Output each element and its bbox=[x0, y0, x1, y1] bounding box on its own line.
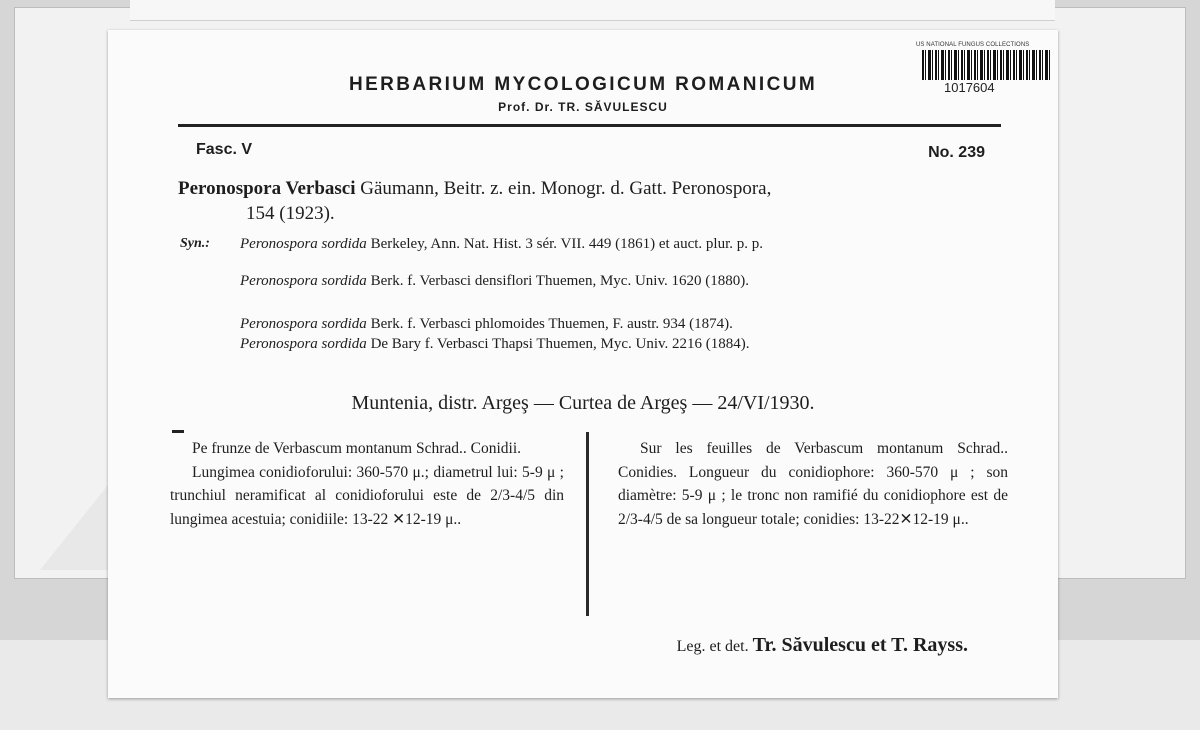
synonym-item bbox=[240, 336, 1010, 353]
mark bbox=[172, 430, 184, 433]
leg-det-prefix: Leg. et det. bbox=[676, 638, 749, 655]
synonym-rest: Berk. f. Verbasci phlomoides Thuemen, F. austr. 934 (1874). bbox=[370, 316, 733, 332]
barcode-icon bbox=[922, 50, 1050, 80]
species-line bbox=[178, 176, 1008, 201]
synonym-item bbox=[240, 273, 1010, 290]
french-para-1: Sur les feuilles de Verbascum montanum Schrad.. Conidies. Longueur du conidiophore: 360-570 μ ; son diamètre: 5-9 μ ; le tronc non ramifié du conidiophore est de 2/3-4/5 de sa longueur totale; conidies: 13-22✕12-19 μ.. bbox=[618, 440, 1008, 528]
species-citation: Gäumann, Beitr. z. ein. Monogr. d. Gatt. Peronospora, bbox=[360, 178, 772, 199]
synonym-name: Peronospora sordida bbox=[240, 236, 367, 252]
fascicle: Fasc. V bbox=[196, 141, 253, 158]
header-rule bbox=[178, 124, 1001, 127]
specimen-label bbox=[108, 30, 1058, 698]
locality: Muntenia, distr. Argeş — Curtea de Argeş — 24/VI/1930. bbox=[351, 392, 815, 414]
collector-line bbox=[677, 634, 968, 657]
column-divider bbox=[586, 432, 589, 616]
barcode-sticker bbox=[916, 42, 1056, 104]
herbarium-title: HERBARIUM MYCOLOGICUM ROMANICUM bbox=[348, 74, 818, 95]
paper-behind bbox=[130, 0, 1055, 21]
synonym-rest: Berk. f. Verbasci densiflori Thuemen, Myc. Univ. 1620 (1880). bbox=[370, 273, 749, 289]
romanian-para-2: Lungimea conidioforului: 360-570 μ.; diametrul lui: 5-9 μ ; trunchiul neramificat al conidioforului este de 2/3-4/5 din lungimea acestuia; conidiile: 13-22 ✕12-19 μ.. bbox=[170, 463, 564, 528]
barcode-number: 1017604 bbox=[944, 80, 995, 95]
romanian-para-1: Pe frunze de Verbascum montanum Schrad.. Conidii. bbox=[192, 440, 522, 457]
synonym-rest: De Bary f. Verbasci Thapsi Thuemen, Myc. Univ. 2216 (1884). bbox=[370, 336, 750, 352]
synonym-rest: Berkeley, Ann. Nat. Hist. 3 sér. VII. 449 (1861) et auct. plur. p. p. bbox=[370, 236, 763, 252]
synonym-item bbox=[240, 236, 1010, 253]
synonym-name: Peronospora sordida bbox=[240, 316, 367, 332]
synonym-item bbox=[240, 316, 1010, 333]
species-name: Peronospora Verbasci bbox=[178, 178, 356, 199]
collector-names: Tr. Săvulescu et T. Rayss. bbox=[752, 634, 968, 656]
herbarium-subtitle: Prof. Dr. TR. SĂVULESCU bbox=[498, 100, 668, 114]
synonym-name: Peronospora sordida bbox=[240, 336, 367, 352]
romanian-description bbox=[170, 437, 564, 531]
exsiccata-number: No. 239 bbox=[928, 144, 985, 161]
french-description bbox=[618, 437, 1008, 531]
synonyms-label: Syn.: bbox=[180, 236, 210, 251]
barcode-institution: US NATIONAL FUNGUS COLLECTIONS bbox=[916, 42, 1030, 48]
species-citation-cont: 154 (1923). bbox=[246, 203, 335, 224]
synonym-name: Peronospora sordida bbox=[240, 273, 367, 289]
